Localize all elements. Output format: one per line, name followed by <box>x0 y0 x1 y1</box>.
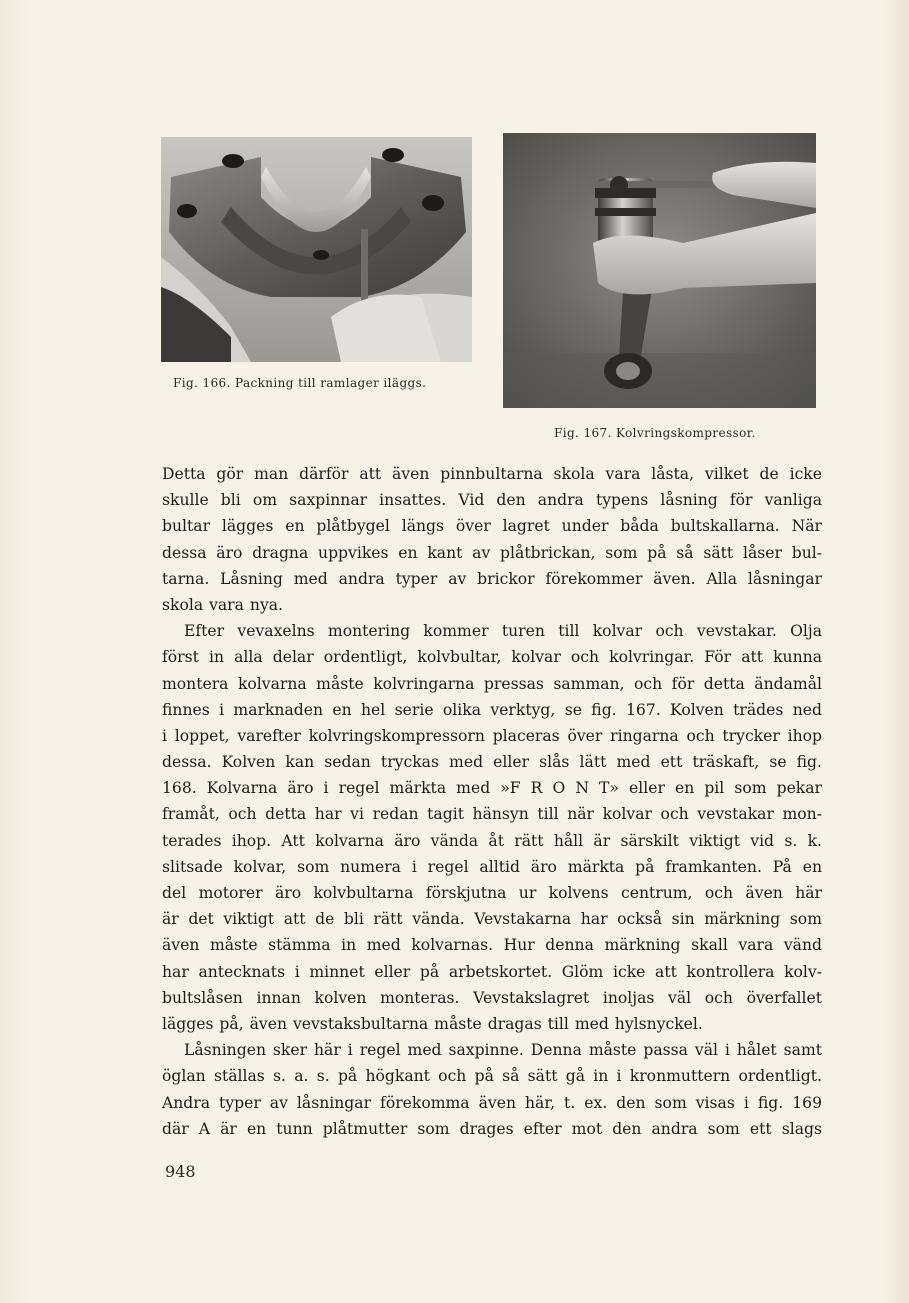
text-line: 168. Kolvarna äro i regel märkta med »F R O N T» eller en pil som pekar <box>162 779 822 798</box>
text-line: skola vara nya. <box>162 595 284 614</box>
text-line: även måste stämma in med kolvarnas. Hur denna märkning skall vara vänd <box>162 936 822 955</box>
figure-166-photo <box>161 137 472 362</box>
bearing-photo-image <box>161 137 472 362</box>
text-line: öglan ställas s. a. s. på högkant och på så sätt gå in i kronmuttern ordentligt. <box>162 1067 822 1086</box>
paragraph-2 <box>162 618 822 1037</box>
figure-166-caption: Fig. 166. Packning till ramlager iläggs. <box>173 376 427 390</box>
text-line: i loppet, varefter kolvringskompressorn placeras över ringarna och trycker ihop <box>162 726 822 745</box>
text-line: montera kolvarna måste kolvringarna pressas samman, och för detta ändamål <box>162 674 822 693</box>
text-line: Andra typer av låsningar förekomma även här, t. ex. den som visas i fig. 169 <box>162 1093 822 1112</box>
text-line: Låsningen sker här i regel med saxpinne. Denna måste passa väl i hålet samt <box>184 1041 822 1060</box>
paragraph-3 <box>162 1037 822 1142</box>
text-line: lägges på, även vevstaksbultarna måste dragas till med hylsnyckel. <box>162 1014 703 1033</box>
text-line: tarna. Låsning med andra typer av brickor förekommer även. Alla låsningar <box>162 569 822 588</box>
text-line: bultar lägges en plåtbygel längs över lagret under båda bultskallarna. När <box>162 517 822 536</box>
text-line: finnes i marknaden en hel serie olika verktyg, se fig. 167. Kolven trädes ned <box>162 700 822 719</box>
text-line: slitsade kolvar, som numera i regel alltid äro märkta på framkanten. På en <box>162 857 822 876</box>
text-line: framåt, och detta har vi redan tagit hänsyn till när kolvar och vevstakar mon- <box>162 805 822 824</box>
paragraph-1 <box>162 461 822 618</box>
text-line: terades ihop. Att kolvarna äro vända åt rätt håll är särskilt viktigt vid s. k. <box>162 831 822 850</box>
text-line: Detta gör man därför att även pinnbultarna skola vara låsta, vilket de icke <box>162 465 822 483</box>
body-text <box>162 461 822 1142</box>
text-line: har antecknats i minnet eller på arbetskortet. Glöm icke att kontrollera kolv- <box>162 962 822 981</box>
text-line: del motorer äro kolvbultarna förskjutna ur kolvens centrum, och även här <box>162 884 822 902</box>
text-line: dessa äro dragna uppvikes en kant av plåtbrickan, som på så sätt låser bul- <box>162 543 822 562</box>
page-number: 948 <box>165 1162 196 1181</box>
text-line: skulle bli om saxpinnar insattes. Vid den andra typens låsning för vanliga <box>162 491 822 510</box>
text-line: Efter vevaxelns montering kommer turen till kolvar och vevstakar. Olja <box>184 622 822 641</box>
text-line: dessa. Kolven kan sedan tryckas med eller slås lätt med ett träskaft, se fig. <box>162 753 822 772</box>
text-line: bultslåsen innan kolven monteras. Vevstakslagret inoljas väl och överfallet <box>162 988 822 1007</box>
piston-compressor-photo-image <box>503 133 816 408</box>
text-line: först in alla delar ordentligt, kolvbultar, kolvar och kolvringar. För att kunna <box>162 648 822 667</box>
figure-167-photo <box>503 133 816 408</box>
text-line: är det viktigt att de bli rätt vända. Vevstakarna har också sin märkning som <box>162 910 822 929</box>
text-line: där A är en tunn plåtmutter som drages efter mot den andra som ett slags <box>162 1119 822 1138</box>
figure-167-caption: Fig. 167. Kolvringskompressor. <box>554 426 756 440</box>
